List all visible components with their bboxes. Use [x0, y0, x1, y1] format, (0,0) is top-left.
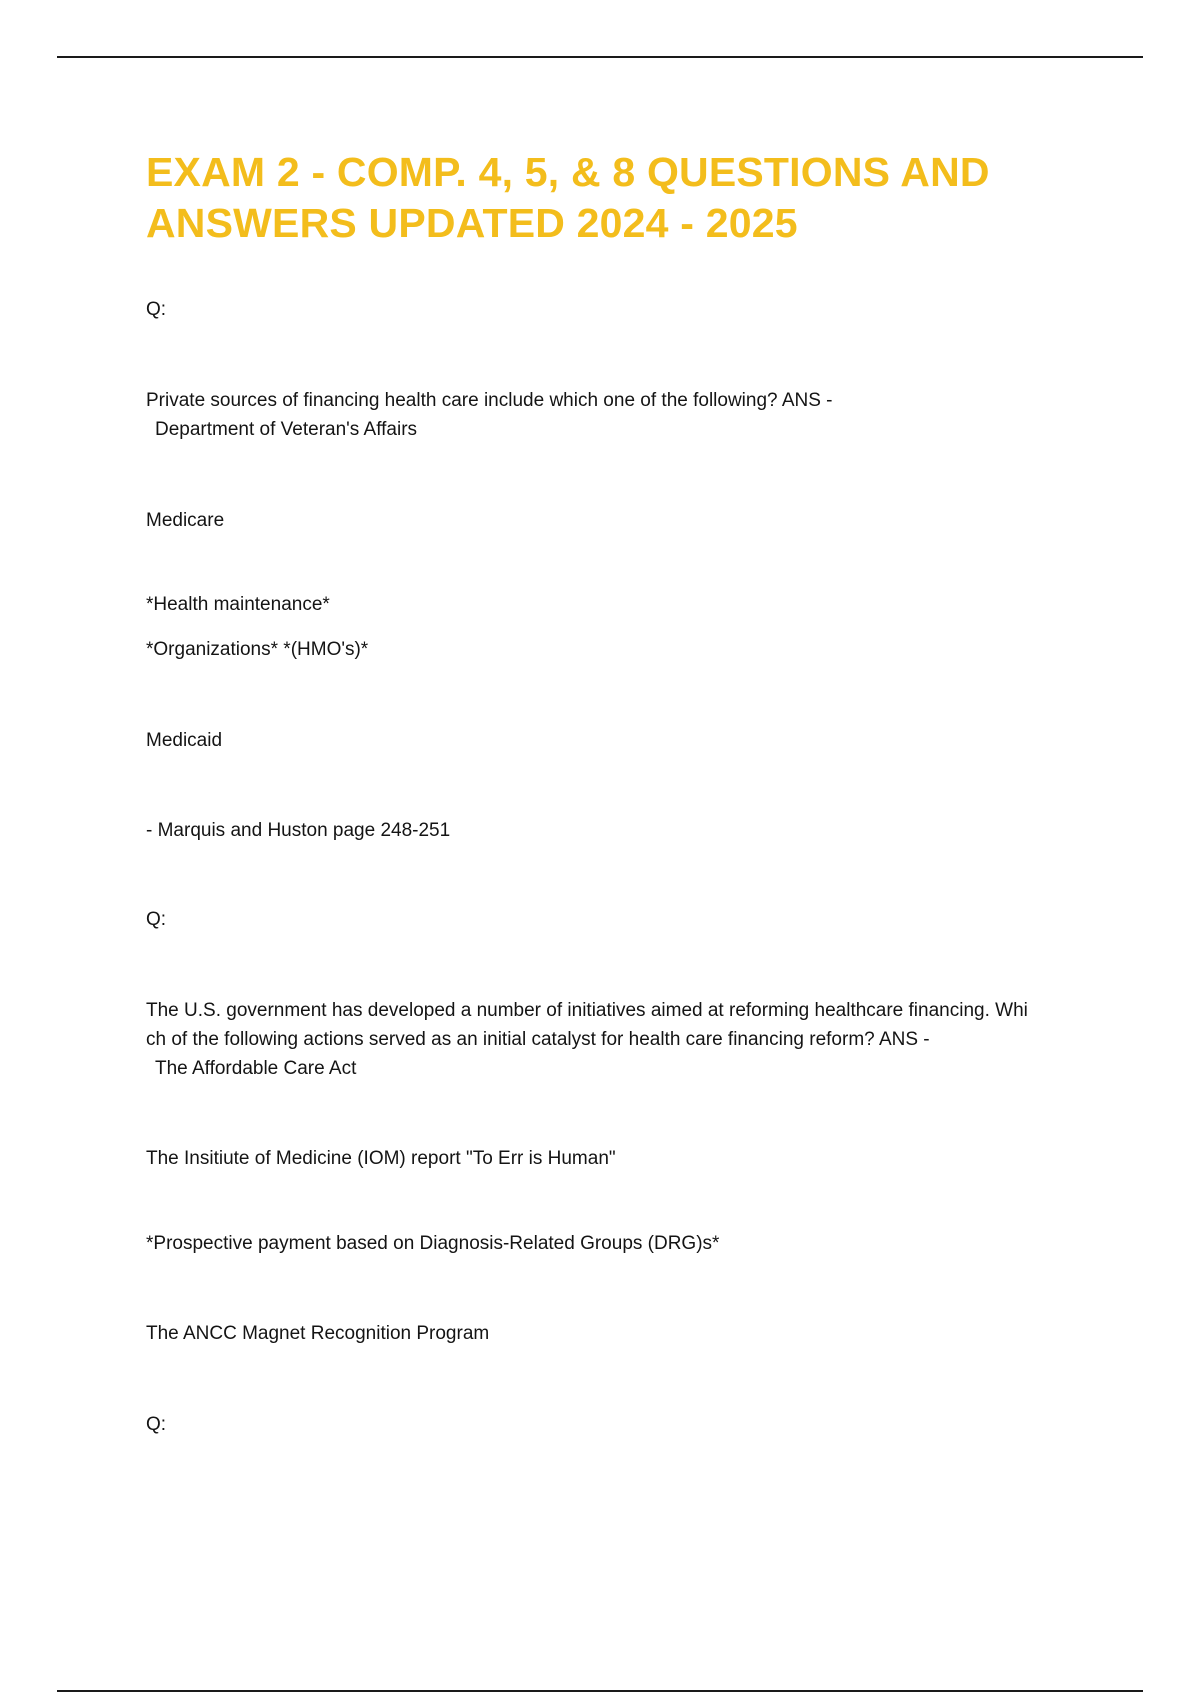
q2-option-drg: *Prospective payment based on Diagnosis-Related Groups (DRG)s*	[146, 1233, 720, 1254]
title-line-2: ANSWERS UPDATED 2024 - 2025	[146, 200, 798, 246]
q1-option-hmo-line1: *Health maintenance*	[146, 594, 330, 615]
bottom-rule	[57, 1690, 1143, 1692]
q1-option-hmo-line2: *Organizations* *(HMO's)*	[146, 639, 369, 660]
q2-question-line2: ch of the following actions served as an initial catalyst for health care financing reform? ANS -	[146, 1029, 930, 1050]
q2-answer-option: The Affordable Care Act	[155, 1058, 357, 1079]
q2-option-iom: The Insitiute of Medicine (IOM) report "To Err is Human"	[146, 1148, 616, 1169]
q1-label: Q:	[146, 299, 167, 320]
q1-question: Private sources of financing health care include which one of the following? ANS -	[146, 390, 833, 411]
q2-label: Q:	[146, 909, 167, 930]
q2-option-ancc: The ANCC Magnet Recognition Program	[146, 1323, 490, 1344]
top-rule	[57, 56, 1143, 58]
q1-answer-option: Department of Veteran's Affairs	[155, 419, 418, 440]
q1-reference: - Marquis and Huston page 248-251	[146, 820, 451, 841]
q3-label: Q:	[146, 1414, 167, 1435]
q1-option-medicare: Medicare	[146, 510, 225, 531]
title-line-1: EXAM 2 - COMP. 4, 5, & 8 QUESTIONS AND	[146, 149, 990, 195]
document-title	[146, 147, 1106, 249]
q1-option-medicaid: Medicaid	[146, 730, 223, 751]
q2-question-line1: The U.S. government has developed a number of initiatives aimed at reforming healthcare financing. Whi	[146, 1000, 1028, 1021]
